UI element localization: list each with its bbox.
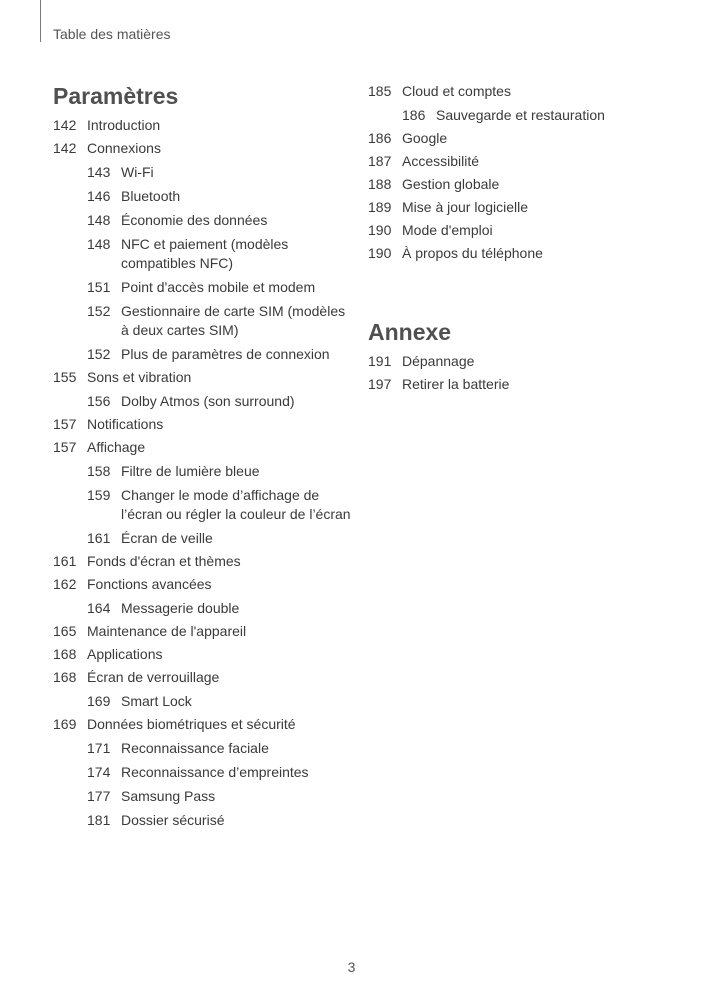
toc-right-column: [368, 82, 688, 394]
toc-subentry[interactable]: [53, 486, 353, 524]
section-title-annexe: Annexe: [368, 319, 452, 345]
toc-page-number: 169: [87, 693, 111, 709]
toc-entry-label: Bluetooth: [121, 188, 181, 204]
toc-entry-label: Filtre de lumière bleue: [121, 463, 260, 479]
toc-page-number: 171: [87, 740, 111, 756]
toc-entry-label: Dolby Atmos (son surround): [121, 393, 295, 409]
toc-entry-label: Messagerie double: [121, 600, 240, 616]
toc-entry-label: Connexions: [87, 140, 161, 156]
toc-page-number: 159: [87, 487, 111, 503]
toc-subentry[interactable]: [53, 529, 353, 548]
toc-page-number: 148: [87, 236, 111, 252]
toc-entry[interactable]: [53, 139, 353, 158]
toc-page-number: 152: [87, 346, 111, 362]
toc-entry-label: Mode d'emploi: [402, 222, 493, 238]
toc-page-number: 164: [87, 600, 111, 616]
toc-page-number: 168: [53, 669, 77, 685]
toc-page-number: 168: [53, 646, 77, 662]
toc-entry-label: Mise à jour logicielle: [402, 199, 529, 215]
toc-page-number: 146: [87, 188, 111, 204]
toc-page-number: 156: [87, 393, 111, 409]
toc-entry-label: Reconnaissance faciale: [121, 740, 269, 756]
toc-entry[interactable]: [368, 198, 688, 217]
toc-page-number: 186: [402, 107, 426, 123]
toc-entry[interactable]: [53, 668, 353, 687]
toc-entry-label: Point d'accès mobile et modem: [121, 279, 316, 295]
toc-entry-label: Économie des données: [121, 212, 268, 228]
toc-entry[interactable]: [368, 175, 688, 194]
toc-entry[interactable]: [53, 438, 353, 457]
toc-entry-label: Dossier sécurisé: [121, 812, 225, 828]
section-title-parametres: Paramètres: [53, 83, 179, 109]
toc-page-number: 187: [368, 153, 392, 169]
toc-subentry[interactable]: [53, 235, 353, 273]
toc-page-number: 157: [53, 439, 77, 455]
toc-subentry[interactable]: [53, 787, 353, 806]
toc-subentry[interactable]: [53, 163, 353, 182]
header-rule: [40, 0, 41, 42]
toc-entry[interactable]: [368, 82, 688, 101]
toc-entry-label: Sauvegarde et restauration: [436, 107, 605, 123]
toc-subentry[interactable]: [53, 599, 353, 618]
toc-entry-label: Fonds d'écran et thèmes: [87, 553, 241, 569]
toc-page-number: 142: [53, 117, 77, 133]
toc-entry-label: Samsung Pass: [121, 788, 216, 804]
toc-page-number: 161: [87, 530, 111, 546]
toc-page-number: 151: [87, 279, 111, 295]
toc-subentry[interactable]: [368, 106, 688, 125]
toc-page-number: 157: [53, 416, 77, 432]
toc-entry-label: Reconnaissance d’empreintes: [121, 764, 309, 780]
toc-page-number: 174: [87, 764, 111, 780]
toc-entry[interactable]: [53, 552, 353, 571]
toc-page-number: 191: [368, 353, 392, 369]
toc-subentry[interactable]: [53, 811, 353, 830]
toc-entry-label: Données biométriques et sécurité: [87, 716, 296, 732]
toc-page-number: 190: [368, 245, 392, 261]
toc-page-number: 158: [87, 463, 111, 479]
toc-entry-label: Gestionnaire de carte SIM (modèles à deux cartes SIM): [121, 303, 346, 338]
toc-page-number: 161: [53, 553, 77, 569]
toc-entry-label: Wi-Fi: [121, 164, 154, 180]
toc-subentry[interactable]: [53, 392, 353, 411]
toc-entry[interactable]: [53, 116, 353, 135]
toc-subentry[interactable]: [53, 302, 353, 340]
toc-entry-label: Plus de paramètres de connexion: [121, 346, 330, 362]
toc-list-parametres: [53, 116, 353, 830]
toc-page-number: 181: [87, 812, 111, 828]
toc-page-number: 188: [368, 176, 392, 192]
toc-subentry[interactable]: [53, 763, 353, 782]
toc-entry[interactable]: [368, 375, 688, 394]
page-header-title: Table des matières: [53, 26, 171, 42]
toc-entry[interactable]: [368, 129, 688, 148]
toc-entry-label: Affichage: [87, 439, 146, 455]
toc-entry-label: Écran de veille: [121, 530, 213, 546]
toc-page-number: 142: [53, 140, 77, 156]
toc-page-number: 185: [368, 83, 392, 99]
toc-entry-label: Accessibilité: [402, 153, 480, 169]
toc-entry-label: Gestion globale: [402, 176, 500, 192]
toc-entry-label: Maintenance de l'appareil: [87, 623, 247, 639]
toc-entry-label: À propos du téléphone: [402, 245, 543, 261]
toc-entry-label: Smart Lock: [121, 693, 192, 709]
toc-subentry[interactable]: [53, 692, 353, 711]
toc-list-annexe: [368, 352, 688, 394]
toc-page-number: 143: [87, 164, 111, 180]
toc-entry-label: NFC et paiement (modèles compatibles NFC): [121, 236, 289, 271]
toc-entry[interactable]: [53, 368, 353, 387]
toc-entry-label: Retirer la batterie: [402, 376, 510, 392]
page-number: 3: [347, 959, 356, 975]
toc-page-number: 155: [53, 369, 77, 385]
toc-entry[interactable]: [53, 415, 353, 434]
toc-page-number: 197: [368, 376, 392, 392]
toc-entry[interactable]: [53, 575, 353, 594]
toc-subentry[interactable]: [53, 739, 353, 758]
toc-entry-label: Applications: [87, 646, 163, 662]
toc-page-number: 165: [53, 623, 77, 639]
toc-page-number: 177: [87, 788, 111, 804]
toc-page-number: 189: [368, 199, 392, 215]
toc-page-number: 169: [53, 716, 77, 732]
toc-subentry[interactable]: [53, 462, 353, 481]
toc-subentry[interactable]: [53, 187, 353, 206]
toc-entry-label: Cloud et comptes: [402, 83, 511, 99]
toc-entry[interactable]: [53, 645, 353, 664]
toc-list-parametres-continued: [368, 82, 688, 263]
toc-entry-label: Dépannage: [402, 353, 475, 369]
toc-subentry[interactable]: [53, 278, 353, 297]
toc-entry-label: Écran de verrouillage: [87, 669, 220, 685]
toc-entry[interactable]: [53, 622, 353, 641]
toc-entry[interactable]: [53, 715, 353, 734]
toc-page-number: 162: [53, 576, 77, 592]
toc-page-number: 148: [87, 212, 111, 228]
toc-entry-label: Sons et vibration: [87, 369, 192, 385]
toc-entry[interactable]: [368, 244, 688, 263]
toc-entry-label: Google: [402, 130, 448, 146]
toc-page-number: 186: [368, 130, 392, 146]
toc-entry[interactable]: [368, 152, 688, 171]
toc-entry-label: Changer le mode d’affichage de l’écran ou régler la couleur de l’écran: [121, 487, 351, 522]
toc-entry[interactable]: [368, 352, 688, 371]
toc-subentry[interactable]: [53, 211, 353, 230]
toc-entry-label: Fonctions avancées: [87, 576, 212, 592]
toc-entry-label: Notifications: [87, 416, 164, 432]
toc-subentry[interactable]: [53, 345, 353, 364]
toc-entry-label: Introduction: [87, 117, 161, 133]
toc-page-number: 152: [87, 303, 111, 319]
toc-page-number: 190: [368, 222, 392, 238]
toc-left-column: [53, 82, 353, 830]
toc-entry[interactable]: [368, 221, 688, 240]
